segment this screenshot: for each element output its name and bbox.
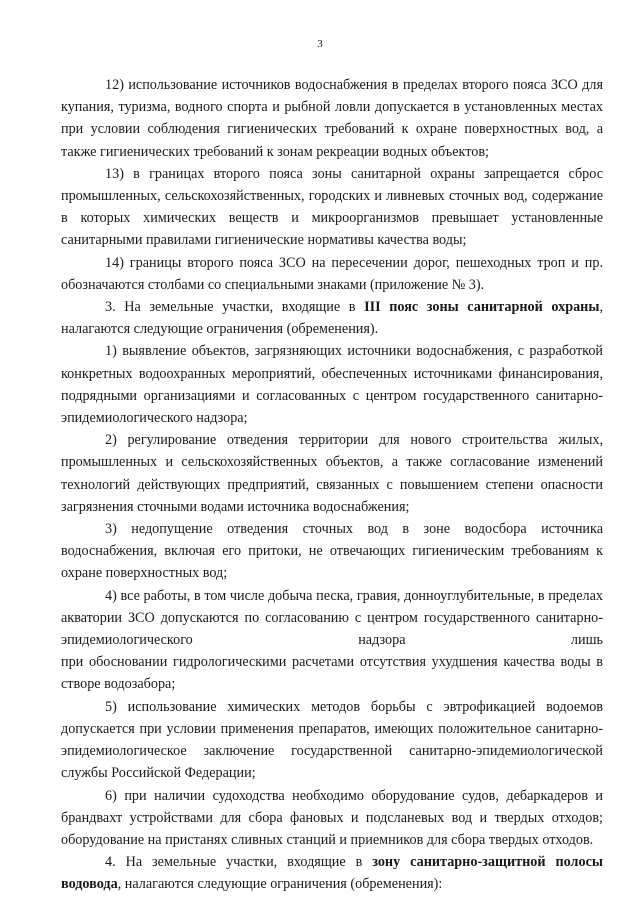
item-5-paragraph: 5) использование химических методов борьбы с эвтрофикацией водоемов допускается при условии применения препаратов, имеющих положительное санитарно-эпидемиологическое заключение государственной санитарно-эпидемиологической службы Российской Федерации;: [61, 698, 603, 782]
section-4-bold-term: зону санитарно-защитной полосы водовода: [61, 854, 603, 893]
item-4-continuation: при обосновании гидрологическими расчетами отсутствия ухудшения качества воды в створе водозабора;: [61, 654, 603, 693]
item-12-paragraph: 12) использование источников водоснабжения в пределах второго пояса ЗСО для купания, туризма, водного спорта и рыбной ловли допускается в установленных местах при условии соблюдения гигиенических требований к охране поверхностных вод, а также гигиенических требований к зонам рекреации водных объектов;: [61, 77, 603, 160]
page-number: 3: [317, 38, 323, 50]
item-2-paragraph: 2) регулирование отведения территории для нового строительства жилых, промышленных и сельскохозяйственных объектов, а также согласование изменений технологий действующих предприятий, связанных с повышением степени опасности загрязнения сточными водами источника водоснабжения;: [61, 432, 603, 515]
item-13-paragraph: 13) в границах второго пояса зоны санитарной охраны запрещается сброс промышленных, сельскохозяйственных, городских и ливневых сточных вод, содержание в которых химических веществ и микроорганизмов превышает установленные санитарными правилами гигиенические нормативы качества воды;: [61, 165, 603, 249]
section-4-text-before: 4. На земельные участки, входящие в: [105, 854, 373, 871]
item-3-paragraph: 3) недопущение отведения сточных вод в зоне водосбора источника водоснабжения, включая его притоки, не отвечающих гигиеническим требованиям к охране поверхностных вод;: [61, 521, 603, 582]
section-3-bold-term: III пояс зоны санитарной охраны: [364, 299, 600, 316]
section-4-text-after: , налагаются следующие ограничения (обременения):: [117, 876, 443, 893]
item-4-paragraph: 4) все работы, в том числе добыча песка, гравия, донноуглубительные, в пределах акватории ЗСО допускаются по согласованию с центром государственного санитарно-эпидемиологического надзора лишь: [61, 587, 603, 649]
section-3-text-before: 3. На земельные участки, входящие в: [105, 299, 365, 316]
section-4-heading-paragraph: [61, 851, 603, 895]
section-3-text-after: , налагаются следующие ограничения (обременения).: [61, 299, 603, 338]
item-1-paragraph: 1) выявление объектов, загрязняющих источники водоснабжения, с разработкой конкретных водоохранных мероприятий, обеспеченных источниками финансирования, подрядными организациями и согласованных с центром государственного санитарно-эпидемиологического надзора;: [61, 343, 603, 427]
document-body: [61, 74, 603, 896]
item-6-paragraph: 6) при наличии судоходства необходимо оборудование судов, дебаркадеров и брандвахт устройствами для сбора фановых и подсланевых вод и твердых отходов; оборудование на пристанях сливных станций и приемников для сбора твердых отходов.: [61, 787, 603, 848]
section-3-heading-paragraph: [61, 296, 603, 340]
item-14-paragraph: 14) границы второго пояса ЗСО на пересечении дорог, пешеходных троп и пр. обозначаются столбами со специальными знаками (приложение № 3).: [61, 254, 603, 293]
